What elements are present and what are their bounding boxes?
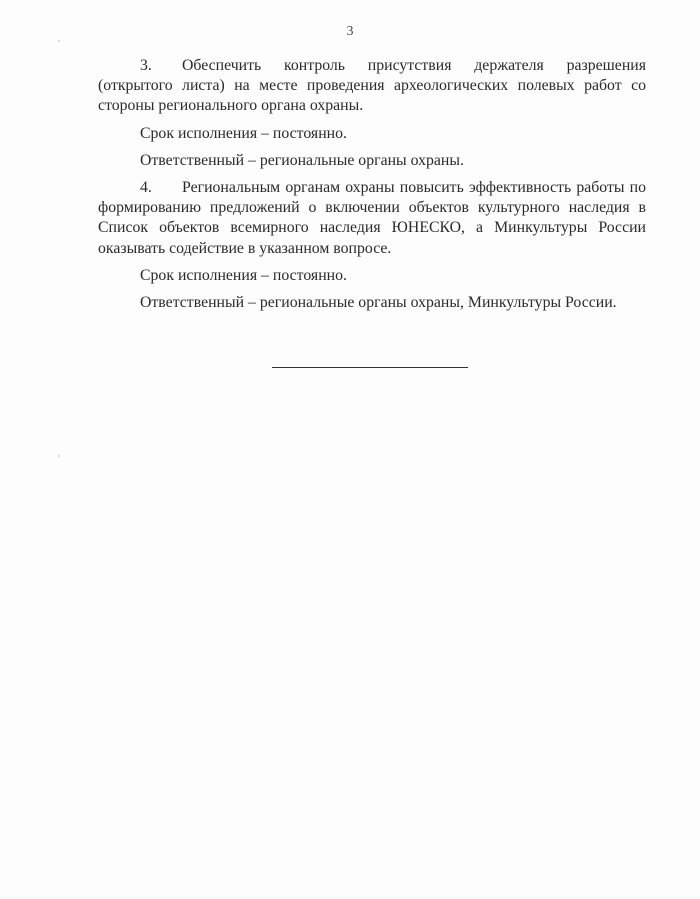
item-4-deadline: Срок исполнения – постоянно.: [140, 266, 347, 284]
item-4: [98, 178, 646, 313]
item-4-responsible: Ответственный – региональные органы охраны, Минкультуры России.: [140, 294, 617, 312]
page-number: 3: [346, 24, 354, 39]
item-3: [98, 56, 646, 171]
closing-divider-line: [272, 367, 468, 368]
item-3-deadline: Срок исполнения – постоянно.: [140, 124, 347, 142]
item-3-paragraph: [98, 56, 646, 117]
item-3-text: Обеспечить контроль присутствия держателя разрешения (открытого листа) на месте проведения археологических полевых работ со стороны регионального органа охраны.: [98, 57, 646, 115]
item-4-text: Региональным органам охраны повысить эффективность работы по формированию предложений о включении объектов культурного наследия в Список объектов всемирного наследия ЮНЕСКО, а Минкультуры России оказывать содействие в указанном вопросе.: [98, 179, 646, 257]
item-4-paragraph: [98, 178, 646, 259]
item-3-responsible: Ответственный – региональные органы охраны.: [140, 151, 464, 169]
item-3-number: 3.: [140, 57, 152, 74]
document-body: [98, 56, 646, 313]
scan-speck: [58, 455, 60, 457]
scan-speck: [58, 40, 60, 42]
item-4-number: 4.: [140, 179, 152, 197]
